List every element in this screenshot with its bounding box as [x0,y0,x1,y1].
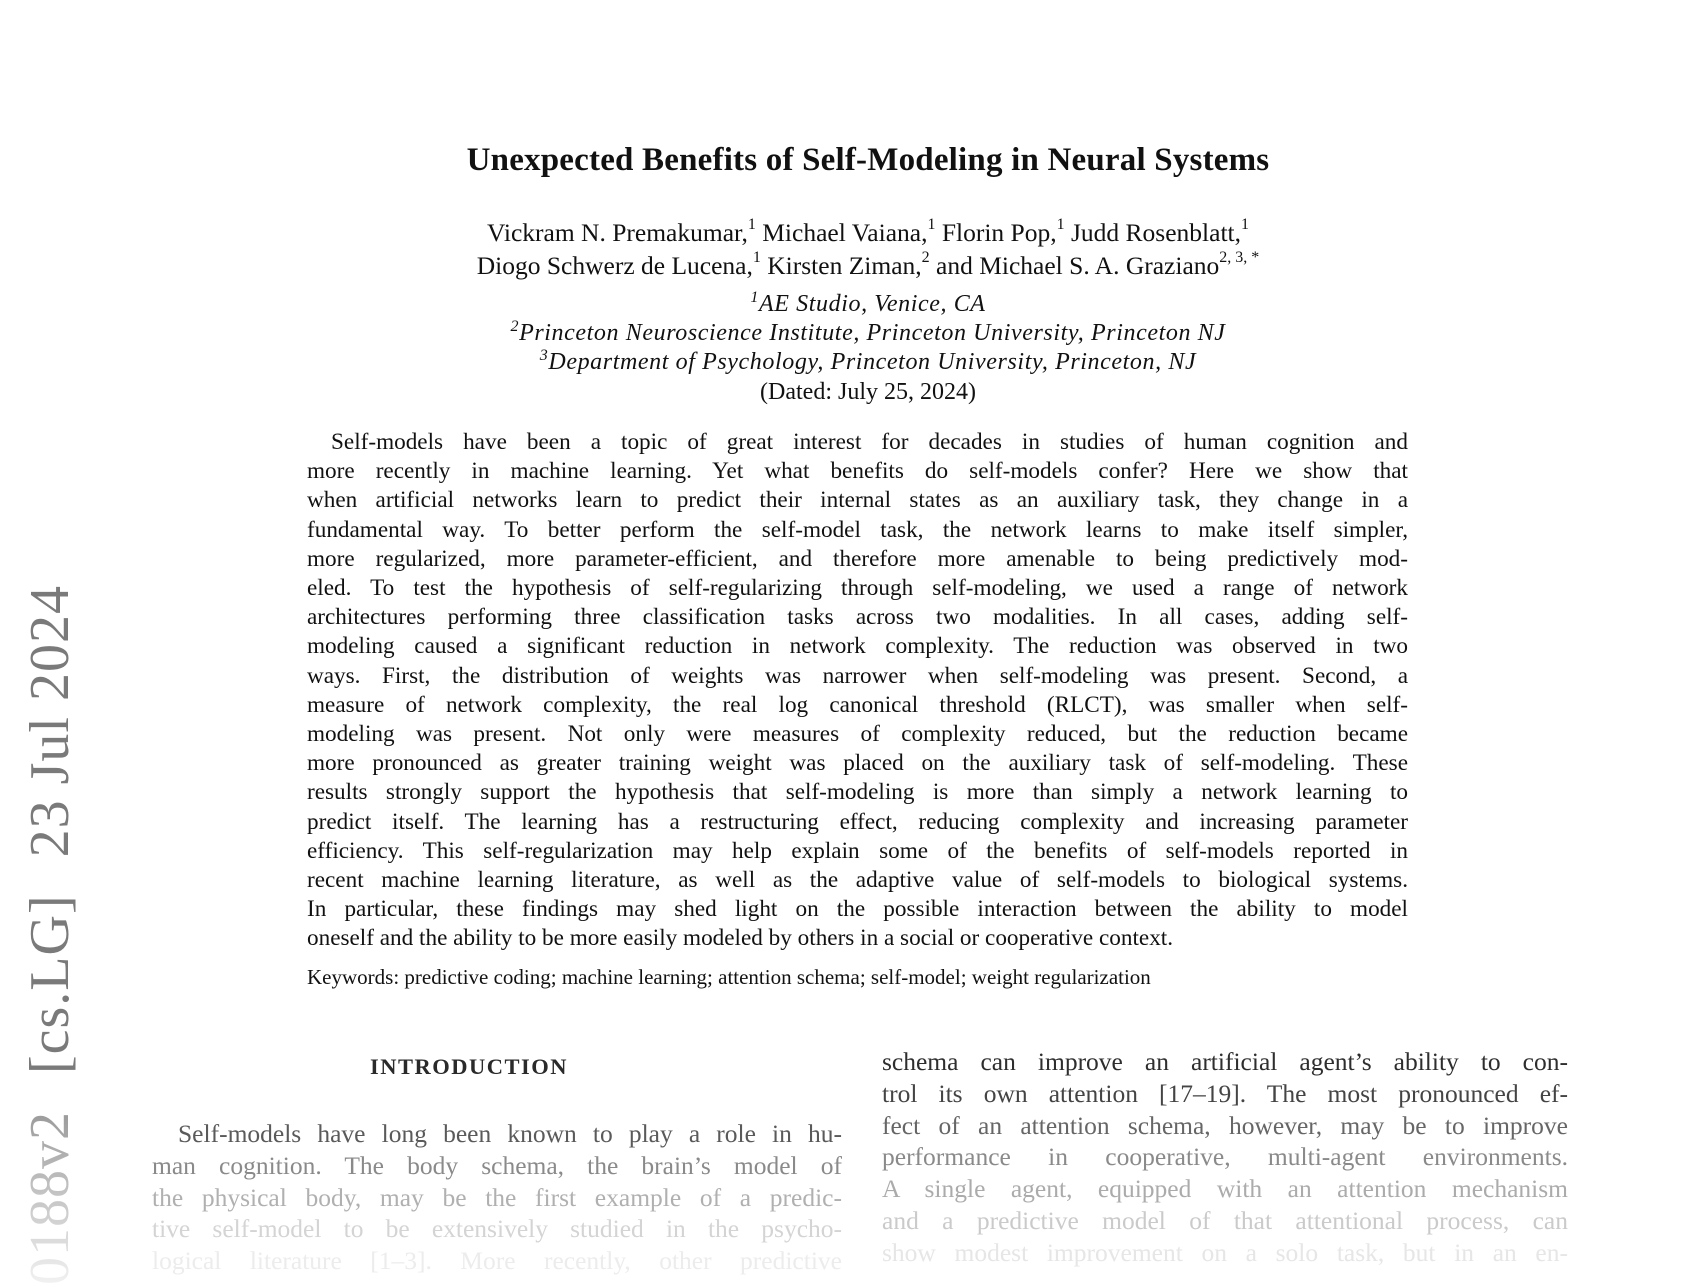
abstract-line: modeling was present. Not only were measures of complexity reduced, but the reduction became [307,721,1408,748]
body-line: man cognition. The body schema, the brain’s model of [152,1150,842,1180]
abstract-line: when artificial networks learn to predict their internal states as an auxiliary task, they change in a [307,487,1408,514]
author: Florin Pop,$^1$ [941,216,1065,247]
affiliation-3: $^3$Department of Psychology, Princeton University, Princeton, NJ [539,347,1197,375]
abstract-line: predict itself. The learning has a restructuring effect, reducing complexity and increasing parameter [307,808,1408,835]
body-line: the physical body, may be the first example of a predic- [152,1182,842,1212]
abstract-line: In particular, these findings may shed light on the possible interaction between the ability to model [307,896,1408,923]
author: Kirsten Ziman,$^2$ [767,249,930,280]
abstract [307,428,1408,954]
dated-line: (Dated: July 25, 2024) [760,379,976,405]
abstract-line: oneself and the ability to be more easily modeled by others in a social or cooperative context. [307,925,1174,952]
author: Judd Rosenblatt,$^1$ [1071,216,1249,247]
abstract-line: ways. First, the distribution of weights was narrower when self-modeling was present. Second, a [307,662,1408,689]
author: and Michael S. A. Graziano$^{2, 3, *}$ [936,249,1260,280]
abstract-line: more regularized, more parameter-efficient, and therefore more amenable to being predictively mod- [307,545,1408,572]
body-line: logical literature [1–3]. More recently, other predictive [152,1246,842,1276]
abstract-line: architectures performing three classification tasks across two modalities. In all cases, adding self- [307,604,1408,631]
abstract-line: recent machine learning literature, as well as the adaptive value of self-models to biological systems. [307,867,1408,894]
arxiv-id-fragment: 0188v2 [19,1111,81,1285]
body-line: fect of an attention schema, however, may be to improve [882,1110,1568,1140]
body-line: and a predictive model of that attentional process, can [882,1205,1568,1235]
abstract-line: fundamental way. To better perform the self-model task, the network learns to make itself simpler, [307,516,1408,543]
affiliation-1: $^1$AE Studio, Venice, CA [750,289,986,317]
arxiv-category: [cs.LG] [19,894,81,1074]
abstract-line: Self-models have been a topic of great interest for decades in studies of human cognition and [331,429,1408,455]
body-line: show modest improvement on a solo task, but in an en- [882,1237,1568,1267]
author: Vickram N. Premakumar,$^1$ [487,216,756,247]
section-heading-introduction: INTRODUCTION [370,1054,569,1079]
author-line-1 [0,218,1700,248]
body-line: tive self-model to be extensively studied in the psycho- [152,1214,842,1244]
abstract-line: modeling caused a significant reduction in network complexity. The reduction was observed in two [307,633,1408,660]
author: Diogo Schwerz de Lucena,$^1$ [476,249,761,280]
abstract-line: measure of network complexity, the real log canonical threshold (RLCT), was smaller when self- [307,691,1408,718]
body-line: trol its own attention [17–19]. The most pronounced ef- [882,1078,1568,1108]
affiliation-2: $^2$Princeton Neuroscience Institute, Princeton University, Princeton NJ [510,318,1226,346]
abstract-line: more pronounced as greater training weight was placed on the auxiliary task of self-modeling. These [307,750,1408,777]
keywords: Keywords: predictive coding; machine learning; attention schema; self-model; weight regularization [307,965,1151,989]
body-line: Self-models have long been known to play a role in hu- [178,1119,842,1148]
paper-title: Unexpected Benefits of Self-Modeling in Neural Systems [466,142,1270,178]
intro-right-column [882,1046,1568,1269]
body-line: schema can improve an artificial agent’s ability to con- [882,1047,1568,1076]
author-line-2 [0,251,1700,281]
intro-left-column [152,1118,842,1277]
arxiv-stamp [18,585,82,1285]
body-line: A single agent, equipped with an attention mechanism [882,1174,1568,1204]
abstract-line: results strongly support the hypothesis that self-modeling is more than simply a network learning to [307,779,1408,806]
abstract-line: efficiency. This self-regularization may help explain some of the benefits of self-models reported in [307,837,1408,864]
abstract-line: more recently in machine learning. Yet what benefits do self-models confer? Here we show that [307,458,1408,485]
abstract-line: eled. To test the hypothesis of self-regularizing through self-modeling, we used a range of network [307,575,1408,602]
arxiv-date: 23 Jul 2024 [19,585,81,858]
body-line: performance in cooperative, multi-agent environments. [882,1142,1568,1172]
author: Michael Vaiana,$^1$ [762,216,936,247]
